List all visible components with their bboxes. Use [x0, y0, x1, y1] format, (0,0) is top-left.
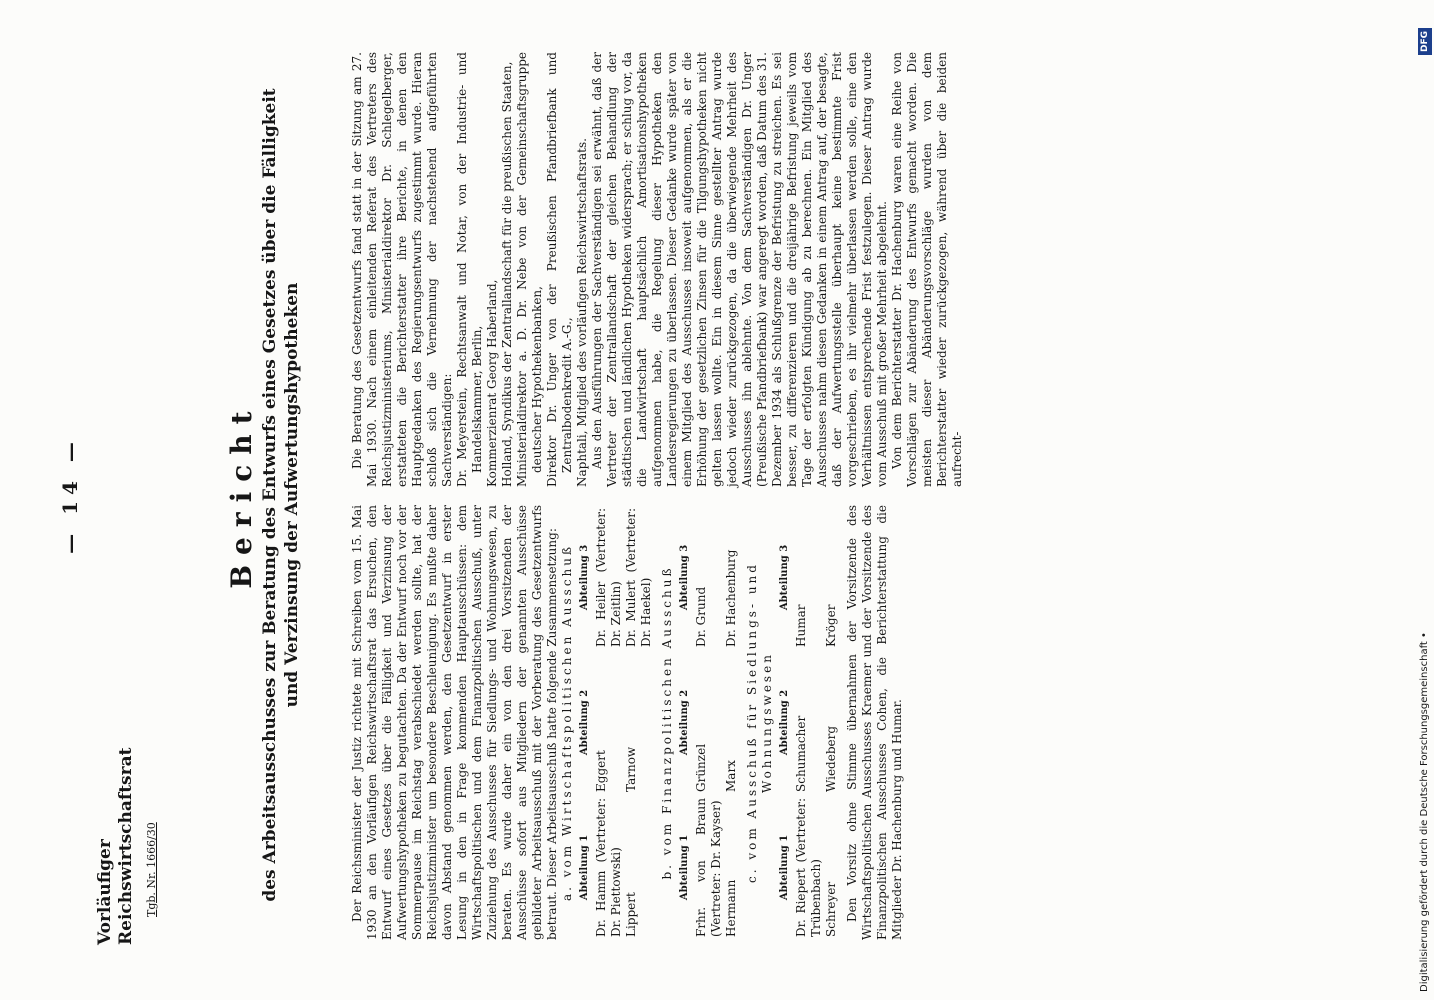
col-head-2: Abteilung 2 — [779, 689, 790, 756]
member-cell: Dr. Hamm (Vertreter: Dr. Piettowski) — [594, 798, 623, 937]
member-cell: Wiedeberg — [824, 725, 838, 792]
expert-item: Dr. Meyerstein, Rechtsanwalt und Notar, von der Industrie- und Handelskammer, Berlin, — [455, 52, 484, 487]
title-sub-line-2: und Verzinsung der Aufwertungshypotheken — [282, 282, 302, 708]
section-c-heading: c. vom Ausschuß für Siedlungs- und Wohnungswesen — [745, 562, 774, 883]
right-column — [350, 52, 965, 487]
member-cell: Frhr. von Braun (Vertreter: Dr. Kayser) — [694, 798, 723, 937]
member-cell: Dr. Riepert (Vertreter: Trübenbach) — [794, 798, 823, 937]
member-cell: Tarnow — [624, 746, 638, 792]
member-cell: Dr. Heiler (Vertreter: Dr. Zeitlin) — [594, 508, 623, 647]
page-number: — 14 — — [58, 436, 82, 554]
member-cell: Humar — [794, 604, 808, 647]
member-cell: Grünzel — [694, 743, 708, 792]
expert-item: Naphtali, Mitglied des vorläufigen Reichswirtschaftsrats. — [575, 138, 589, 487]
page-header — [55, 35, 195, 955]
section-b-table — [675, 505, 739, 940]
dfg-logo: DFG — [1418, 28, 1432, 55]
expert-item: Direktor Dr. Unger von der Preußischen Pfandbriefbank und Zentralbodenkredit A.-G., — [545, 52, 574, 487]
rapporteur-paragraph: Von dem Berichterstatter Dr. Hachenburg waren eine Reihe von Vorschlägen zur Abänderung des Entwurfs gemacht worden. Die meisten dieser Abänderungsvorschläge wurden von dem Berichterstatter wieder zurückgezogen, während über die beiden aufrecht- — [890, 52, 964, 487]
expert-remarks-paragraph: Aus den Ausführungen der Sachverständigen sei erwähnt, daß der Vertreter der Zentrallandschaft der gleichen Behandlung der städtischen und ländlichen Hypotheken widersprach; er schlug vor, da die Landwirtschaft hauptsächlich Amortisationshypotheken aufgenommen habe, die Regelung dieser Hypotheken den Landesregierungen zu überlassen. Dieser Gedanke wurde später von einem Mitglied des Ausschusses insoweit aufgenommen, als er die Erhöhung der gesetzlichen Zinsen für die Tilgungshypotheken nicht gelten lassen wollte. Ein in diesem Sinne gestellter Antrag wurde jedoch wieder zurückgezogen, da die überwiegende Mehrheit des Ausschusses ihn ablehnte. Von dem Sachverständigen Dr. Unger (Preußische Pfandbriefbank) war angeregt worden, daß Datum des 31. Dezember 1934 als Schlußgrenze der Befristung zu streichen. Es sei besser, zu differenzieren und die dreijährige Befristung jeweils vom Tage der erfolgten Kündigung ab zu berechnen. Ein Mitglied des Ausschusses nahm diesen Gedanken in einem Antrag auf, der besagte, daß der Aufwertungsstelle überhaupt keine bestimmte Frist vorgeschrieben, es ihr vielmehr überlassen werden solle, eine den Verhältnissen entsprechende Frist festzulegen. Dieser Antrag wurde vom Ausschuß mit großer Mehrheit abgelehnt. — [590, 52, 889, 487]
col-head-2: Abteilung 2 — [679, 689, 690, 756]
table-row — [594, 505, 624, 940]
title-main: Bericht — [225, 401, 258, 589]
org-line-1: Vorläufiger — [95, 839, 115, 945]
rotated-content — [55, 35, 1420, 955]
expert-item: Holland, Syndikus der Zentrallandschaft für die preußischen Staaten, — [500, 61, 514, 487]
funding-text: Digitalisierung gefördert durch die Deutsche Forschungsgemeinschaft • — [1419, 632, 1430, 992]
funding-note — [1418, 8, 1432, 992]
col-head-1: Abteilung 1 — [679, 834, 690, 901]
col-head-1: Abteilung 1 — [779, 834, 790, 901]
col-head-3: Abteilung 3 — [779, 544, 790, 611]
table-row — [724, 505, 739, 940]
expert-item: Kommerzienrat Georg Haberland, — [485, 279, 499, 487]
member-cell: Schumacher — [794, 715, 808, 792]
col-head-1: Abteilung 1 — [579, 834, 590, 901]
session-paragraph: Die Beratung des Gesetzentwurfs fand statt in der Sitzung am 27. Mai 1930. Nach einem einleitenden Referat des Vertreters des Reichsjustizministeriums, Ministerialdirektor Dr. Schlegelberger, erstatteten die Berichterstatter ihre Berichte, in denen den Hauptgedanken des Regierungsentwurfs zugestimmt wurde. Hieran schloß sich die Vernehmung der nachstehend aufgeführten Sachverständigen: — [350, 52, 454, 487]
table-row — [794, 505, 824, 940]
member-cell: Marx — [724, 760, 738, 792]
section-b-heading: b. vom Finanzpolitischen Ausschuß — [660, 565, 674, 880]
member-cell: Schreyer — [824, 881, 838, 937]
section-a-table — [575, 505, 654, 940]
member-cell: Eggert — [594, 750, 608, 792]
member-cell: Dr. Hachenburg — [724, 549, 738, 647]
col-head-3: Abteilung 3 — [679, 544, 690, 611]
member-cell: Kröger — [824, 604, 838, 647]
closing-paragraph: Den Vorsitz ohne Stimme übernahmen der Vorsitzende des Wirtschaftspolitischen Ausschusses Kraemer und der Vorsitzende des Finanzpolitischen Ausschusses Cohen, die Berichterstattung die Mitglieder Dr. Hachenburg und Humar. — [845, 505, 904, 940]
report-title — [225, 35, 303, 955]
left-column — [350, 505, 905, 940]
expert-item: Ministerialdirektor a. D. Dr. Nebe von der Gemeinschaftsgruppe deutscher Hypothekenbanken, — [515, 52, 544, 487]
member-cell: Hermann — [724, 879, 738, 937]
org-line-2: Reichswirtschaftsrat — [116, 747, 136, 945]
section-c-table — [775, 505, 839, 940]
table-row — [694, 505, 724, 940]
member-cell: Dr. Mulert (Vertreter: Dr. Haekel) — [624, 508, 653, 647]
table-row — [624, 505, 654, 940]
member-cell: Lippert — [624, 892, 638, 937]
col-head-2: Abteilung 2 — [579, 689, 590, 756]
table-row — [824, 505, 839, 940]
intro-paragraph: Der Reichsminister der Justiz richtete mit Schreiben vom 15. Mai 1930 an den Vorläufigen Reichswirtschaftsrat das Ersuchen, den Entwurf eines Gesetzes über die Fälligkeit und Verzinsung der Aufwertungshypotheken zu begutachten. Da der Entwurf noch vor der Sommerpause im Reichstag verabschiedet werden sollte, hat der Reichsjustizminister um besondere Beschleunigung. Es mußte daher davon Abstand genommen werden, den Gesetzentwurf in erster Lesung in den in Frage kommenden Hauptausschüssen: dem Wirtschaftspolitischen und dem Finanzpolitischen Ausschuß, unter Zuziehung des Ausschusses für Siedlungs- und Wohnungswesen, zu beraten. Es wurde daher ein von den drei Vorsitzenden der Ausschüsse sofort aus Mitgliedern der genannten Ausschüsse gebildeter Arbeitsausschuß mit der Vorberatung des Gesetzentwurfs betraut. Dieser Arbeitsausschuß hatte folgende Zusammensetzung: — [350, 505, 559, 940]
member-cell: Dr. Grund — [694, 586, 708, 647]
title-sub-line-1: des Arbeitsausschusses zur Beratung des Entwurfs eines Gesetzes über die Fälligkeit — [260, 88, 280, 902]
diary-number: Tgb. Nr. 1666/30 — [145, 822, 158, 917]
section-a-heading: a. vom Wirtschaftspolitischen Ausschuß — [560, 543, 574, 902]
col-head-3: Abteilung 3 — [579, 544, 590, 611]
issuing-body — [95, 645, 162, 945]
